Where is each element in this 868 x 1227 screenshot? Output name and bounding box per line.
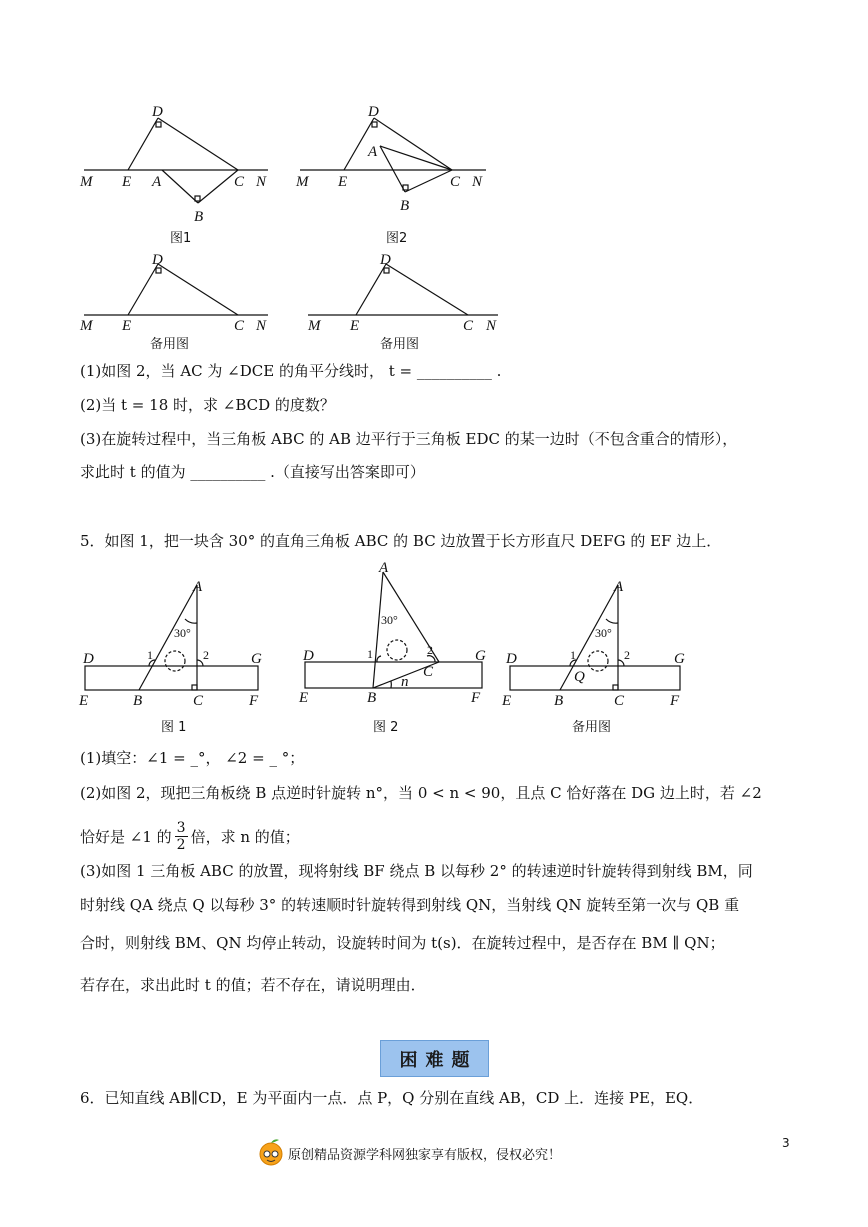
label-B: B: [400, 198, 410, 214]
figure-caption: 图 1: [161, 720, 187, 735]
label-E: E: [502, 693, 512, 709]
label-F: F: [249, 693, 259, 709]
label-A: A: [614, 579, 624, 595]
label-G: G: [674, 651, 685, 667]
label-B: B: [194, 209, 204, 225]
fraction-numerator: 3: [176, 820, 186, 836]
backup-figure-2: [300, 250, 515, 360]
label-N: N: [256, 318, 267, 334]
q5-part2-line2: [80, 820, 300, 853]
logo-icon: [258, 1138, 284, 1166]
figure-1-triangles: [70, 100, 285, 250]
q4-part2: (2)当 t = 18 时，求 ∠BCD 的度数？: [80, 396, 335, 414]
q5-part3-line1: (3)如图 1 三角板 ABC 的放置，现将射线 BF 绕点 B 以每秒 2° 的转速逆时针旋转得到射线 BM，同: [80, 862, 753, 880]
q5-part2-line1: (2)如图 2，现把三角板绕 B 点逆时针旋转 n°，当 0 < n < 90，且点 C 恰好落在 DG 边上时，若 ∠2: [80, 784, 762, 802]
label-Q: Q: [574, 669, 585, 685]
label-B: B: [133, 693, 143, 709]
label-n: n: [401, 674, 409, 690]
angle-1-label: 1: [147, 648, 153, 662]
label-C: C: [463, 318, 474, 334]
q6-stem: 6．已知直线 AB∥CD，E 为平面内一点．点 P，Q 分别在直线 AB，CD 上．连接 PE，EQ．: [80, 1089, 704, 1107]
q5-part3-line4: 若存在，求出此时 t 的值；若不存在，请说明理由．: [80, 976, 426, 994]
angle-2-label: 2: [624, 648, 630, 662]
label-C: C: [234, 174, 245, 190]
label-M: M: [80, 318, 93, 334]
label-D: D: [303, 648, 314, 664]
label-E: E: [122, 174, 132, 190]
label-M: M: [308, 318, 321, 334]
label-N: N: [472, 174, 483, 190]
label-G: G: [251, 651, 262, 667]
q5-figure-2: [295, 560, 495, 740]
q5-stem: 5．如图 1，把一块含 30° 的直角三角板 ABC 的 BC 边放置于长方形直尺 DEFG 的 EF 边上．: [80, 532, 722, 550]
angle-30: 30°: [381, 613, 398, 627]
figure-caption: 图1: [170, 231, 192, 246]
q4-part1: (1)如图 2，当 AC 为 ∠DCE 的角平分线时， t = __________ .: [80, 362, 502, 380]
label-E: E: [299, 690, 309, 706]
label-A: A: [193, 579, 203, 595]
label-D: D: [380, 252, 391, 268]
label-C: C: [614, 693, 625, 709]
q4-part3-line2: 求此时 t 的值为 __________ .（直接写出答案即可）: [80, 463, 425, 481]
label-G: G: [475, 648, 486, 664]
angle-1-label: 1: [367, 647, 373, 661]
angle-30: 30°: [595, 626, 612, 640]
section-title-box: [380, 1040, 489, 1077]
figure-caption: 备用图: [380, 337, 420, 352]
label-D: D: [368, 104, 379, 120]
q5-part3-line2: 时射线 QA 绕点 Q 以每秒 3° 的转速顺时针旋转得到射线 QN，当射线 QN 旋转至第一次与 QB 重: [80, 896, 740, 914]
label-F: F: [471, 690, 481, 706]
label-A: A: [368, 144, 378, 160]
section-title: 困难题: [399, 1049, 478, 1071]
label-A: A: [152, 174, 162, 190]
q5-part3-line3: 合时，则射线 BM、QN 均停止转动，设旋转时间为 t(s)．在旋转过程中，是否存在 BM ∥ QN；: [80, 934, 725, 952]
label-M: M: [296, 174, 309, 190]
q5-part2-pre: 恰好是 ∠1 的: [80, 827, 172, 846]
q5-figure-backup: [500, 575, 700, 740]
fraction-denominator: 2: [176, 837, 186, 853]
angle-30: 30°: [174, 626, 191, 640]
figure-caption: 备用图: [572, 720, 612, 735]
label-D: D: [506, 651, 517, 667]
label-D: D: [152, 104, 163, 120]
label-N: N: [486, 318, 497, 334]
label-E: E: [338, 174, 348, 190]
q5-part1: (1)填空：∠1 = _°， ∠2 = _ °；: [80, 749, 305, 767]
figure-2-triangles: [288, 100, 503, 250]
label-C: C: [234, 318, 245, 334]
copyright-notice: 原创精品资源学科网独家享有版权，侵权必究！: [288, 1148, 562, 1163]
label-D: D: [152, 252, 163, 268]
label-E: E: [122, 318, 132, 334]
angle-2-label: 2: [427, 643, 433, 657]
label-C: C: [423, 664, 434, 680]
figure-caption: 图 2: [373, 720, 399, 735]
label-M: M: [80, 174, 93, 190]
figure-caption: 备用图: [150, 337, 190, 352]
label-B: B: [367, 690, 377, 706]
label-N: N: [256, 174, 267, 190]
q5-part2-post: 倍，求 n 的值；: [190, 827, 300, 846]
label-B: B: [554, 693, 564, 709]
q4-part3-line1: (3)在旋转过程中，当三角板 ABC 的 AB 边平行于三角板 EDC 的某一边时（不包含重合的情形），: [80, 430, 738, 448]
label-C: C: [193, 693, 204, 709]
label-F: F: [670, 693, 680, 709]
label-A: A: [379, 560, 389, 576]
fraction: [175, 820, 188, 853]
backup-figure-1: [70, 250, 285, 360]
label-E: E: [350, 318, 360, 334]
label-E: E: [79, 693, 89, 709]
angle-1-label: 1: [570, 648, 576, 662]
q5-figure-1: [75, 575, 275, 740]
page-number: 3: [782, 1136, 790, 1150]
figure-caption: 图2: [386, 231, 408, 246]
label-C: C: [450, 174, 461, 190]
angle-2-label: 2: [203, 648, 209, 662]
label-D: D: [83, 651, 94, 667]
